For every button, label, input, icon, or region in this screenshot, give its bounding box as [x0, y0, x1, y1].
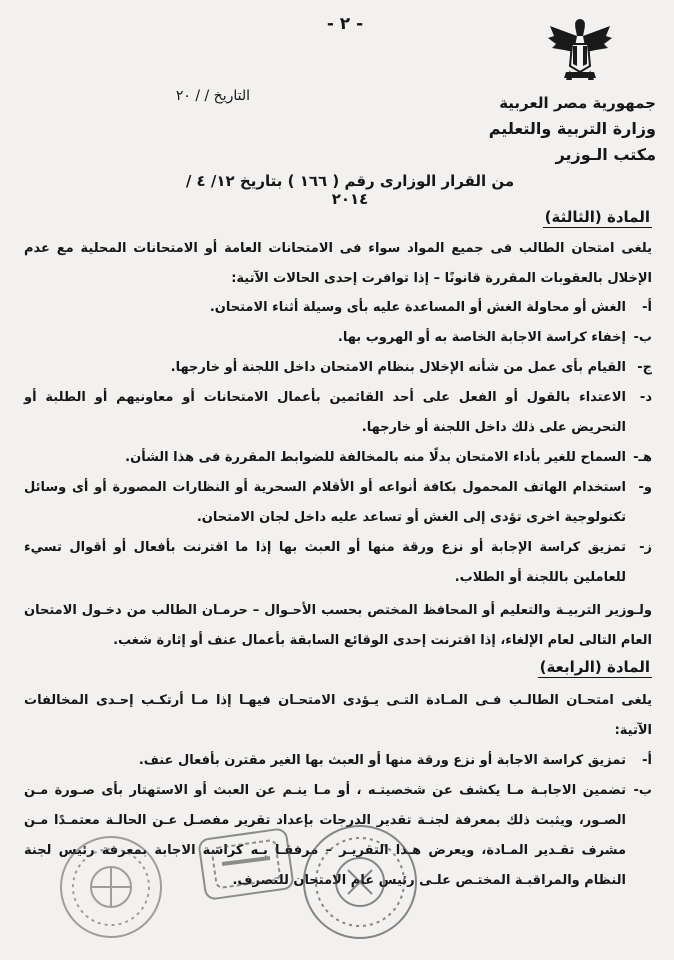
- official-stamp-icon: [56, 832, 166, 942]
- article-4-intro: يلغى امتحـان الطالـب فـى المـادة التـى يـؤدى الامتحـان فيهـا إذا مـا أرتكـب إحـدى المخالفات الآتية:: [24, 693, 652, 738]
- date-line: التاريخ / / ٢٠: [175, 88, 250, 104]
- item-marker: ج-: [637, 360, 652, 375]
- ministry-name: وزارة التربية والتعليم: [488, 119, 656, 138]
- item-text: تضمين الاجابـة مـا يكشف عن شخصيتـه ، أو مـا ينـم عن العبث أو الاستهتار بأى صـورة مـن الصـور، ويثبت ذلك بمعرفة لجنـة تقدير الدرجات بإعداد تقرير مفصـل عـن الحالـة معتمـدًا مـن مشرف تقـدير المـادة، ويعرض هـذا التقريـر – مرفقـا بـه كراسة الاجابة بمعرفة رئيس لجنة النظام والمراقبـة المختـص علـى رئيس عام الامتحان للتصرف.: [24, 783, 626, 888]
- item-marker: د-: [639, 390, 652, 405]
- article-3-heading: المادة (الثالثة): [544, 208, 650, 226]
- item-text: تمزيق كراسة الاجابة أو نزع ورقة منها أو العبث بها الغير مقترن بأفعال عنف.: [138, 753, 626, 768]
- item-marker: هـ-: [633, 450, 652, 465]
- item-text: السماح للغير بأداء الامتحان بدلًا منه بالمخالفة للضوابط المقررة فى هذا الشأن.: [125, 450, 626, 465]
- item-text: استخدام الهاتف المحمول بكافة أنواعه أو الأقلام السحرية أو النظارات المصورة أو أى وسائل تكنولوجية اخرى تؤدى إلى الغش أو تساعد عليه داخل لجان الامتحان.: [24, 480, 626, 525]
- article-3-closing: ولـوزير التربيـة والتعليم أو المحافظ المختص بحسب الأحـوال – حرمـان الطالب من دخـول الامتحان العام التالى لعام الإلغاء، إذا اقترنت إحدى الوقائع السابقة بأعمال عنف أو إثارة شغب.: [24, 603, 652, 648]
- item-marker: ب-: [633, 783, 652, 798]
- item-text: القيام بأى عمل من شأنه الإخلال بنظام الامتحان داخل اللجنة أو خارجها.: [170, 360, 626, 375]
- article-3-item: [24, 353, 652, 383]
- ministry-letterhead: [486, 90, 656, 168]
- article-4-heading: المادة (الرابعة): [539, 658, 650, 676]
- item-marker: أ-: [642, 300, 652, 315]
- item-marker: أ-: [642, 753, 652, 768]
- article-3-item: [24, 323, 652, 353]
- page-number: - ٢ -: [326, 14, 364, 34]
- official-stamp-icon: [298, 820, 422, 944]
- office-name: مكتب الـوزير: [555, 145, 656, 164]
- item-text: تمزيق كراسة الإجابة أو نزع ورقة منها أو العبث بها إذا ما اقترنت بأفعال أو أقوال تسيء للعاملين باللجنة أو الطلاب.: [24, 540, 626, 585]
- article-3-item: [24, 473, 652, 533]
- article-4-item: [24, 746, 652, 776]
- article-3-item: [24, 443, 652, 473]
- item-marker: و-: [638, 480, 652, 495]
- item-text: الاعتداء بالقول أو الفعل على أحد القائمين بأعمال الامتحانات أو معاونيهم أو الطلبة أو التحريض على ذلك داخل اللجنة أو خارجها.: [24, 390, 626, 435]
- item-marker: ب-: [633, 330, 652, 345]
- article-3-item: [24, 293, 652, 323]
- article-3-intro: يلغى امتحان الطالب فى جميع المواد سواء فى الامتحانات العامة أو الامتحانات المحلية مع عدم الإخلال بالعقوبات المقررة قانونًا – إذا توافرت إحدى الحالات الآتية:: [24, 241, 652, 286]
- item-marker: ز-: [639, 540, 652, 555]
- republic-name: جمهورية مصر العربية: [499, 94, 656, 112]
- item-text: إخفاء كراسة الاجابة الخاصة به أو الهروب بها.: [337, 330, 626, 345]
- article-3-item: [24, 383, 652, 443]
- official-stamp-icon: [196, 828, 296, 900]
- item-text: الغش أو محاولة الغش أو المساعدة عليه بأى وسيلة أثناء الامتحان.: [209, 300, 626, 315]
- decree-title: من القرار الوزارى رقم ( ١٦٦ ) بتاريخ ١٢/ ٤ /٢٠١٤: [185, 172, 515, 208]
- article-3-item: [24, 533, 652, 593]
- eagle-emblem-icon: [544, 14, 616, 86]
